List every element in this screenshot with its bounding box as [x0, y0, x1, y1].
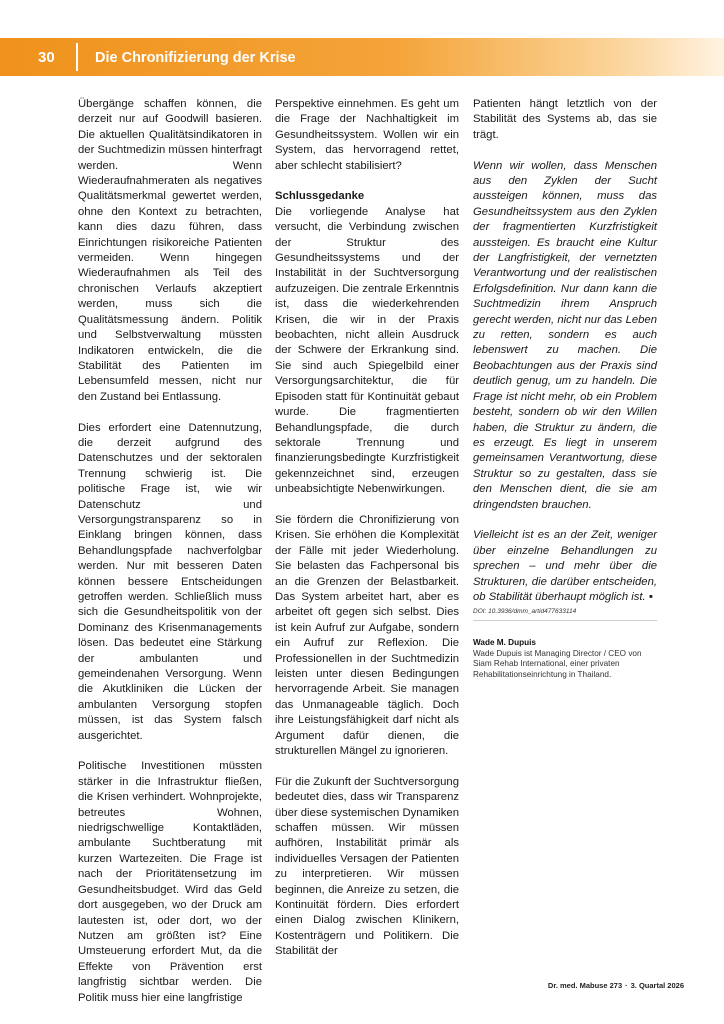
text-column-1: [78, 97, 262, 1021]
text-column-2: [275, 97, 459, 975]
page-number: 30: [38, 49, 55, 66]
closing-statement-final: Vielleicht ist es an der Zeit, weniger über einzelne Behandlungen zu sprechen – und mehr über die Strukturen, die darüber entscheiden, ob Stabilität überhaupt möglich ist. ▪: [473, 529, 657, 603]
section-title: Die Chronifizierung der Krise: [95, 50, 296, 66]
author-bio: Wade Dupuis ist Managing Director / CEO von Siam Rehab International, einer privaten Rehabilitationseinrichtung in Thailand.: [473, 648, 642, 679]
closing-statement: Wenn wir wollen, dass Menschen aus den Zyklen der Sucht aussteigen können, muss das Gesundheitssystem aus den Zyklen der fragmentierten Kurzfristigkeit aussteigen. Es braucht eine Kultur der Langfristigkeit, der vernetzten Verantwortung und der realistischen Erfolgsdefinition. Nur dann kann die Suchtmedizin ihrem Anspruch gerecht werden, nicht nur das Leben zu retten, sondern es auch lebenswert zu machen. Die Beobachtungen aus der Praxis sind deutlich genug, um zu handeln. Die Frage ist nicht mehr, ob ein Problem besteht, sondern ob wir den Willen haben, die Struktur zu ändern, die es erzeugt. Es liegt in unserem gemeinsamen Verantwortung, diese Struktur so zu gestalten, dass sie den Menschen dient, die sie am dringendsten brauchen.: [473, 159, 657, 511]
paragraph: Dies erfordert eine Datennutzung, die derzeit aufgrund des Datenschutzes und der sektoralen Trennung schwierig ist. Die politische Frage ist, wie wir Datenschutz und Versorgungstransparenz so in Einklang bringen können, dass Behandlungspfade nachverfolgbar werden. Nur mit besseren Daten können bessere Entscheidungen getroffen werden. Schließlich muss sich die Gesundheitspolitik von der Dominanz des Krisenmanagements lösen. Das bedeutet eine Stärkung der ambulanten und gemeindenahen Versorgung. Wenn die Akutkliniken die Lücken der ambulanten Versorgung stopfen müssen, ist das System falsch ausgerichtet.: [78, 421, 262, 742]
paragraph: Patienten hängt letztlich von der Stabilität des Systems ab, das sie trägt.: [473, 98, 657, 141]
footer-journal: Dr. med. Mabuse 273: [547, 981, 623, 990]
paragraph: Sie fördern die Chronifizierung von Krisen. Sie erhöhen die Komplexität der Fälle mit jeder Wiederholung. Sie belasten das Fachpersonal bis an die Grenzen der Belastbarkeit. Das System arbeitet hart, aber es arbeitet oft gegen sich selbst. Dies ist kein Aufruf zur Aufgabe, sondern ein Aufruf zur Reflexion. Die Professionellen in der Suchtmedizin leisten unter diesen Bedingungen hervorragende Arbeit. Sie managen das Unmanageable täglich. Doch ihre Leistungsfähigkeit darf nicht als Argument dafür dienen, die strukturellen Mängel zu ignorieren.: [275, 513, 459, 758]
paragraph: Die vorliegende Analyse hat versucht, die Verbindung zwischen der Struktur des Gesundheitssystems und der Instabilität in der Suchtversorgung aufzuzeigen. Die zentrale Erkenntnis ist, dass die wiederkehrenden Krisen, die wir in der Praxis beobachten, nicht allein Ausdruck der Schwere der Erkrankung sind. Sie sind auch Spiegelbild einer Versorgungsarchitektur, die für Episoden statt für Kontinuität gebaut wurde. Die fragmentierten Behandlungspfade, die durch sektorale Trennung und finanzierungsbedingte Kurzfristigkeit gekennzeichnet sind, erzeugen unbeabsichtigte Nebenwirkungen.: [275, 205, 459, 496]
footer-issue: 3. Quartal 2026: [630, 981, 684, 990]
subheading: Schlussgedanke: [275, 190, 365, 203]
page-footer: [548, 981, 684, 990]
header-divider: [76, 43, 78, 71]
paragraph: Für die Zukunft der Suchtversorgung bedeutet dies, dass wir Transparenz über diese systemischen Dynamiken schaffen müssen. Wir müssen aufhören, Instabilität primär als individuelles Versagen der Patienten zu interpretieren. Wir müssen beginnen, die Anreize zu setzen, die Kontinuität fördern. Dies erfordert einen Dialog zwischen Klinikern, Kostenträgern und Politikern. Die Stabilität der: [275, 775, 459, 958]
paragraph: Politische Investitionen müssten stärker in die Infrastruktur fließen, die Krisen verhindert. Wohnprojekte, betreutes Wohnen, niedrigschwellige Kontaktläden, ambulante Suchtberatung mit kurzen Wartezeiten. Die Frage ist nach der Prioritätensetzung im Gesundheitsbudget. Wird das Geld dort ausgegeben, wo der Druck am lautesten ist, oder dort, wo der Nutzen am größten ist? Eine Umsteuerung erfordert Mut, da die Effekte von Prävention erst langfristig sichtbar werden. Die Politik muss hier eine langfristige: [78, 760, 262, 1004]
text-column-3: [473, 97, 657, 616]
paragraph: Übergänge schaffen können, die derzeit nur auf Goodwill basieren. Die aktuellen Qualitätsindikatoren in der Suchtmedizin müssen hinterfragt werden. Wenn Wiederaufnahmeraten als negatives Qualitätsmerkmal gewertet werden, ohne den Kontext zu betrachten, kann dies dazu führen, dass Einrichtungen risikoreiche Patienten vermeiden. Wenn hingegen Wiederaufnahmen als Teil des chronischen Verlaufs akzeptiert werden, muss sich die Qualitätsmessung ändern. Politik und Selbstverwaltung müssten Indikatoren entwickeln, die die Stabilität des Patienten im Lebensumfeld messen, nicht nur den Zustand bei Entlassung.: [78, 98, 262, 403]
footer-separator: ·: [625, 981, 628, 990]
author-box: [473, 638, 657, 680]
author-name: Wade M. Dupuis: [473, 638, 536, 647]
paragraph: Perspektive einnehmen. Es geht um die Frage der Nachhaltigkeit im Gesundheitssystem. Wollen wir ein System, das hervorragend rettet, aber schlecht stabilisiert?: [275, 98, 459, 172]
author-divider: [473, 620, 657, 621]
doi-reference: DOI: 10.3936/dmm_artid477633114: [473, 608, 577, 616]
